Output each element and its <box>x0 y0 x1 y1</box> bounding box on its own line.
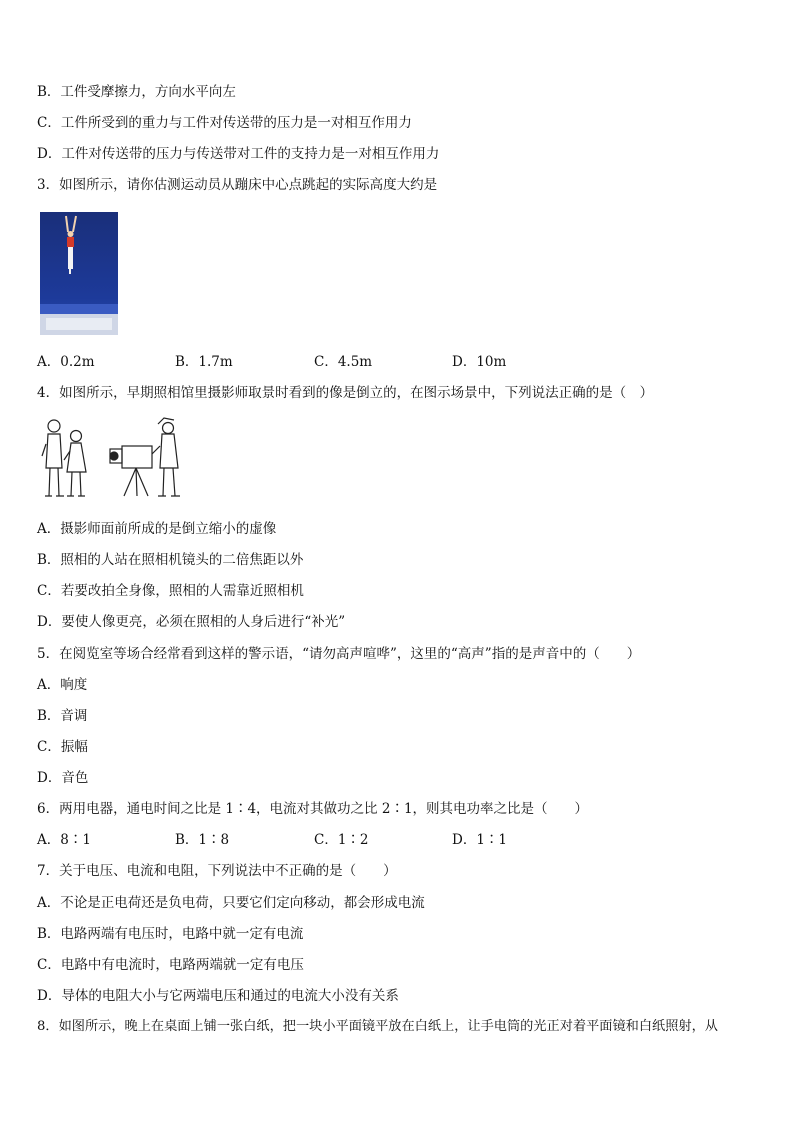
q4-stem: 4．如图所示，早期照相馆里摄影师取景时看到的像是倒立的，在图示场景中，下列说法正确的是（ ） <box>37 385 654 401</box>
q6-option-b: B．1∶8 <box>175 832 230 848</box>
q3-stem: 3．如图所示，请你估测运动员从蹦床中心点跳起的实际高度大约是 <box>37 177 438 193</box>
q7-option-a: A．不论是正电荷还是负电荷，只要它们定向移动，都会形成电流 <box>37 895 425 911</box>
q4-option-c: C．若要改拍全身像，照相的人需靠近照相机 <box>37 583 304 599</box>
q3-option-a: A．0.2m <box>37 354 95 370</box>
q6-option-c: C．1∶2 <box>314 832 369 848</box>
q8-stem: 8．如图所示，晚上在桌面上铺一张白纸，把一块小平面镜平放在白纸上，让手电筒的光正对着平面镜和白纸照射，从 <box>37 1019 718 1034</box>
q5-stem: 5．在阅览室等场合经常看到这样的警示语，“请勿高声喧哗”，这里的“高声”指的是声音中的（ ） <box>37 646 641 662</box>
q7-stem: 7．关于电压、电流和电阻，下列说法中不正确的是（ ） <box>37 863 397 879</box>
q6-stem: 6．两用电器，通电时间之比是 1∶4，电流对其做功之比 2∶1，则其电功率之比是（ ） <box>37 801 589 817</box>
q4-option-a: A．摄影师面前所成的是倒立缩小的虚像 <box>37 521 277 537</box>
q7-option-d: D．导体的电阻大小与它两端电压和通过的电流大小没有关系 <box>37 988 399 1004</box>
q2-option-b: B．工件受摩擦力，方向水平向左 <box>37 84 236 100</box>
q4-option-d: D．要使人像更亮，必须在照相的人身后进行“补光” <box>37 614 346 630</box>
q5-option-b: B．音调 <box>37 708 88 724</box>
q5-option-d: D．音色 <box>37 770 89 786</box>
q7-option-b: B．电路两端有电压时，电路中就一定有电流 <box>37 926 304 942</box>
photo-studio-illustration <box>40 416 190 504</box>
q2-option-d: D．工件对传送带的压力与传送带对工件的支持力是一对相互作用力 <box>37 146 440 162</box>
trampoline-photo <box>40 212 118 335</box>
q6-option-d: D．1∶1 <box>452 832 508 848</box>
q5-option-c: C．振幅 <box>37 739 88 755</box>
q4-option-b: B．照相的人站在照相机镜头的二倍焦距以外 <box>37 552 304 568</box>
q6-option-a: A．8∶1 <box>37 832 91 848</box>
q2-option-c: C．工件所受到的重力与工件对传送带的压力是一对相互作用力 <box>37 115 412 131</box>
q3-option-b: B．1.7m <box>175 354 233 370</box>
q3-option-d: D．10m <box>452 354 507 370</box>
q3-option-c: C．4.5m <box>314 354 373 370</box>
q5-option-a: A．响度 <box>37 677 88 693</box>
q7-option-c: C．电路中有电流时，电路两端就一定有电压 <box>37 957 304 973</box>
